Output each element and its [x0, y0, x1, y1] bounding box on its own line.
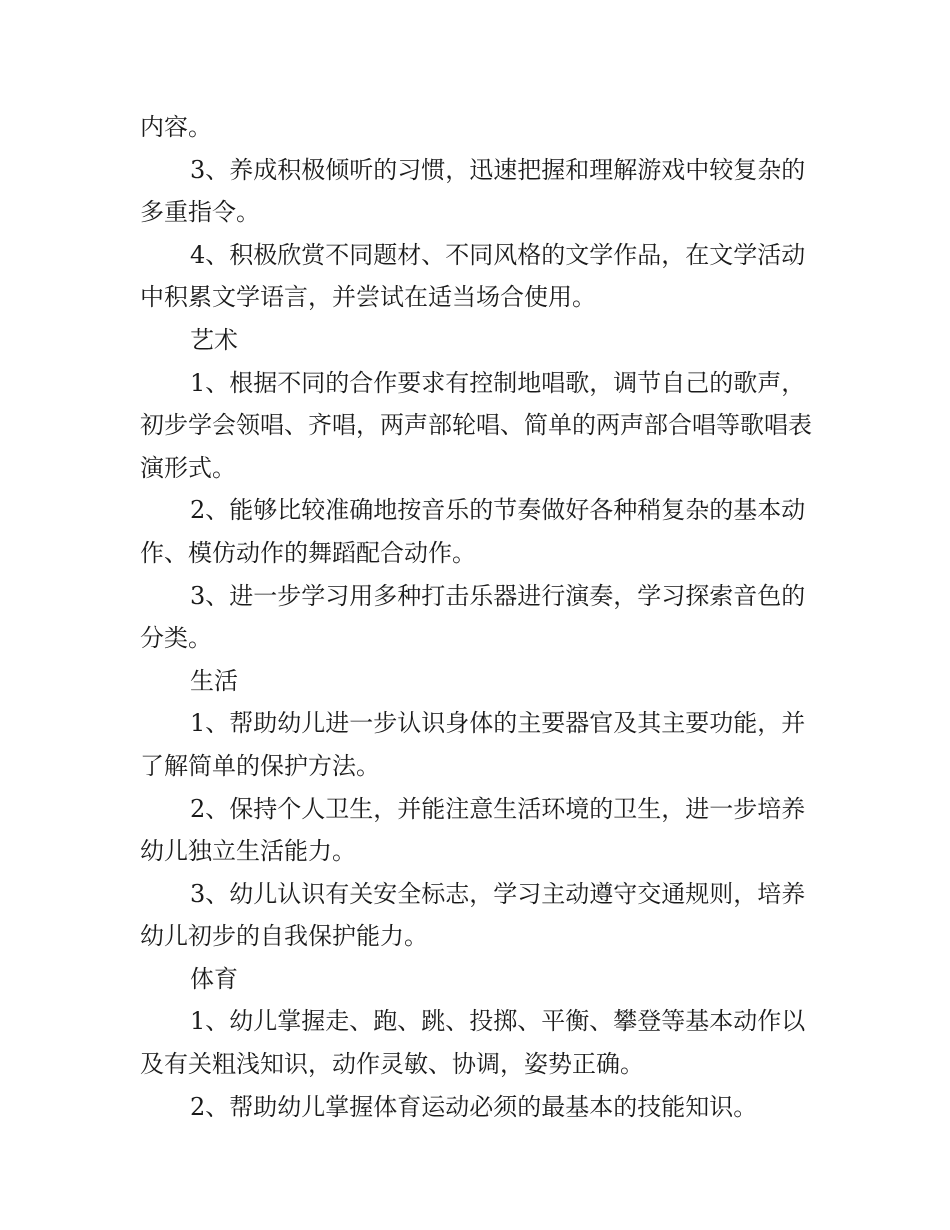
paragraph-pe-item-2: 2、帮助幼儿掌握体育运动必须的最基本的技能知识。	[190, 1092, 758, 1121]
paragraph-life-item-1: 1、帮助幼儿进一步认识身体的主要器官及其主要功能，并了解简单的保护方法。	[140, 709, 806, 780]
paragraph-continuation: 内容。	[140, 113, 212, 141]
paragraph-pe-item-1: 1、幼儿掌握走、跑、跳、投掷、平衡、攀登等基本动作以及有关粗浅知识，动作灵敏、协调，姿势正确。	[140, 1007, 806, 1079]
paragraph-language-item-3: 3、养成积极倾听的习惯，迅速把握和理解游戏中较复杂的多重指令。	[140, 155, 806, 227]
section-heading-pe: 体育	[190, 964, 238, 993]
paragraph-art-item-1: 1、根据不同的合作要求有控制地唱歌，调节自己的歌声，初步学会领唱、齐唱，两声部轮唱、简单的两声部合唱等歌唱表演形式。	[140, 368, 812, 482]
paragraph-life-item-3: 3、幼儿认识有关安全标志，学习主动遵守交通规则，培养幼儿初步的自我保护能力。	[140, 879, 806, 951]
paragraph-art-item-3: 3、进一步学习用多种打击乐器进行演奏，学习探索音色的分类。	[140, 581, 806, 653]
paragraph-life-item-2: 2、保持个人卫生，并能注意生活环境的卫生，进一步培养幼儿独立生活能力。	[140, 794, 806, 866]
document-body	[140, 106, 812, 1128]
paragraph-language-item-4: 4、积极欣赏不同题材、不同风格的文学作品，在文学活动中积累文学语言，并尝试在适当场合使用。	[140, 240, 806, 312]
paragraph-art-item-2: 2、能够比较准确地按音乐的节奏做好各种稍复杂的基本动作、模仿动作的舞蹈配合动作。	[140, 496, 806, 567]
section-heading-life: 生活	[190, 666, 238, 695]
section-heading-art: 艺术	[190, 325, 238, 354]
